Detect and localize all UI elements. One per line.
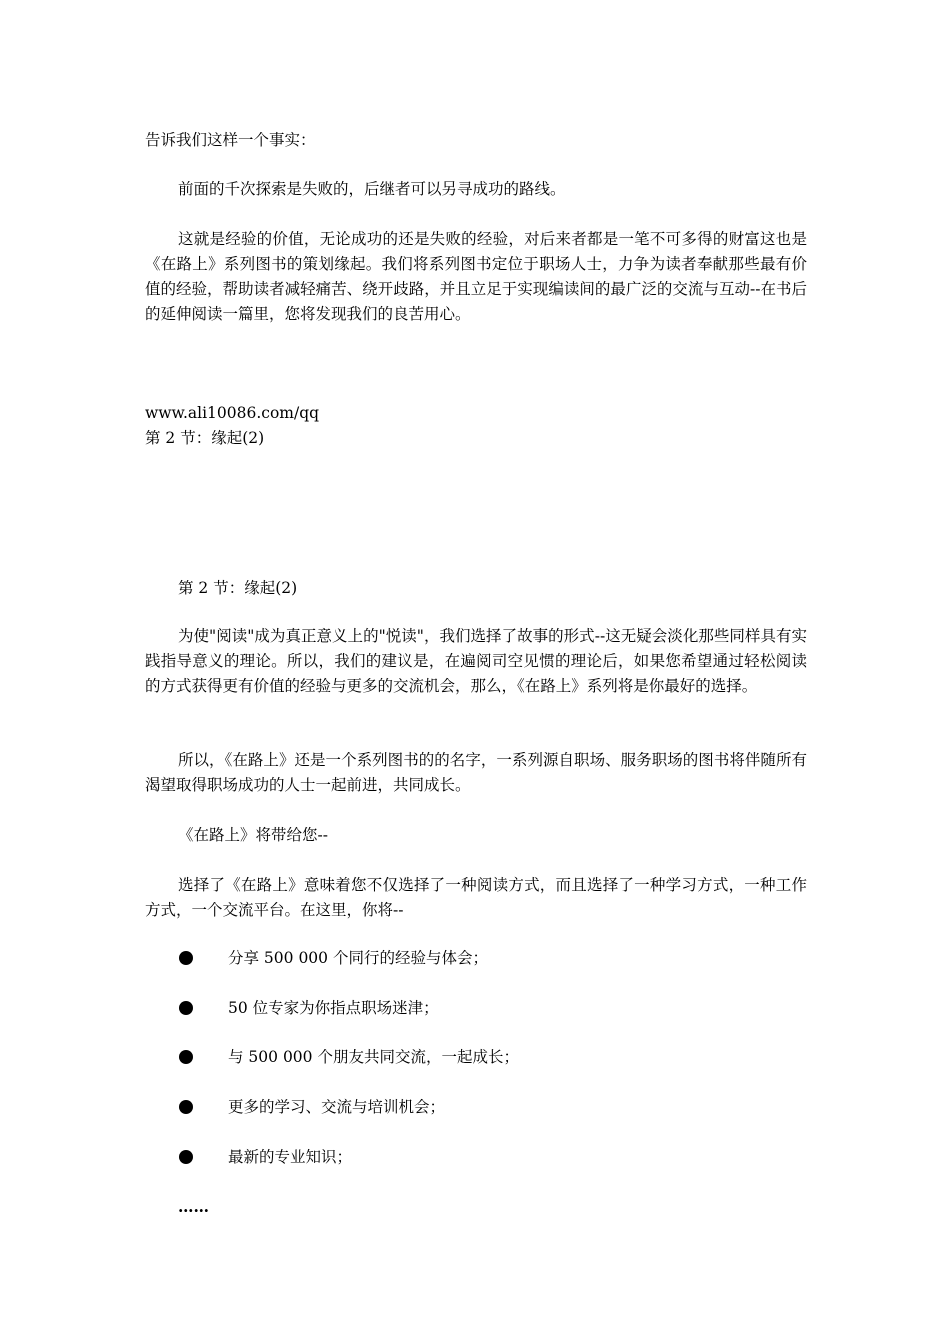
bullet-icon (179, 1001, 193, 1015)
paragraph-series-name: 所以，《在路上》还是一个系列图书的的名字，一系列源自职场、服务职场的图书将伴随所有渴望取得职场成功的人士一起前进，共同成长。 (145, 751, 807, 794)
paragraph-experience-value: 这就是经验的价值，无论成功的还是失败的经验，对后来者都是一笔不可多得的财富这也是《在路上》系列图书的策划缘起。我们将系列图书定位于职场人士，力争为读者奉献那些最有价值的经验，帮助读者减轻痛苦、绕开歧路，并且立足于实现编读间的最广泛的交流与互动--在书后的延伸阅读一篇里，您将发现我们的良苦用心。 (145, 230, 807, 323)
paragraph-failure-path: 前面的千次探索是失败的，后继者可以另寻成功的路线。 (178, 180, 566, 198)
bullet-icon (179, 1050, 193, 1064)
section-heading: 第 2 节：缘起(2) (145, 429, 265, 447)
list-item: 分享 500 000 个同行的经验与体会； (228, 949, 488, 967)
ellipsis: …… (178, 1197, 209, 1216)
source-url: www.ali10086.com/qq (145, 404, 320, 422)
section-heading-repeat: 第 2 节：缘起(2) (178, 579, 298, 597)
list-item: 与 500 000 个朋友共同交流，一起成长； (228, 1048, 519, 1066)
paragraph-reading-form: 为使"阅读"成为真正意义上的"悦读"，我们选择了故事的形式--这无疑会淡化那些同样具有实践指导意义的理论。所以，我们的建议是，在遍阅司空见惯的理论后，如果您希望通过轻松阅读的方式获得更有价值的经验与更多的交流机会，那么，《在路上》系列将是你最好的选择。 (145, 627, 807, 695)
list-item: 50 位专家为你指点职场迷津； (228, 999, 439, 1017)
bullet-icon (179, 1100, 193, 1114)
bullet-icon (179, 1150, 193, 1164)
paragraph-intro: 告诉我们这样一个事实： (145, 131, 316, 149)
list-item: 更多的学习、交流与培训机会； (228, 1098, 446, 1116)
paragraph-bring-you: 《在路上》将带给您-- (178, 826, 328, 844)
paragraph-choice: 选择了《在路上》意味着您不仅选择了一种阅读方式，而且选择了一种学习方式，一种工作方式，一个交流平台。在这里，你将-- (145, 876, 807, 919)
list-item: 最新的专业知识； (228, 1148, 353, 1166)
bullet-icon (179, 951, 193, 965)
